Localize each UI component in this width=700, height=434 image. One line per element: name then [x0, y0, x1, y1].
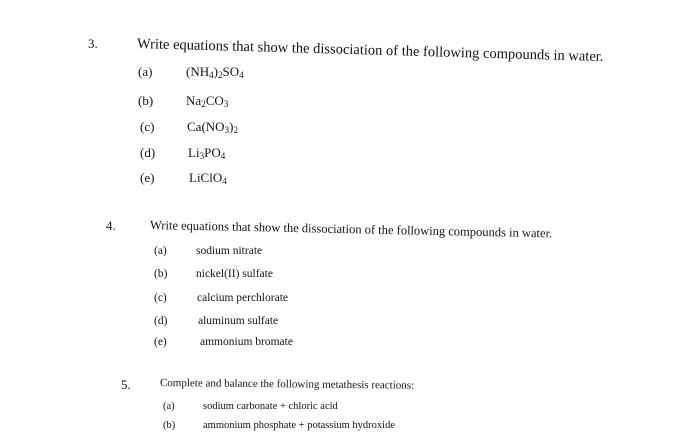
compound-formula: LiClO$_4$ — [189, 170, 227, 186]
compound-formula: $(NH_4)_2SO_4$ — [186, 64, 244, 80]
item-text: ammonium bromate — [200, 336, 293, 348]
item-text: nickel(II) sulfate — [196, 268, 273, 280]
item-letter: (b) — [154, 268, 168, 280]
item-letter: (a) — [154, 245, 167, 257]
compound-formula: $Na_2CO_3$ — [186, 93, 229, 109]
question-number: 3. — [88, 36, 98, 51]
compound-formula: $Ca(NO_3)_2$ — [187, 119, 238, 135]
item-letter: (b) — [138, 93, 154, 108]
item-letter: (b) — [163, 420, 176, 431]
item-letter: (c) — [154, 292, 167, 304]
item-text: calcium perchlorate — [197, 292, 288, 304]
question-prompt: Write equations that show the dissociation of the following compounds in water. — [149, 218, 553, 241]
question-prompt: Complete and balance the following metathesis reactions: — [159, 377, 415, 392]
item-letter: (e) — [140, 170, 155, 185]
question-number: 4. — [106, 218, 116, 233]
item-letter: (d) — [154, 315, 168, 327]
question-number: 5. — [121, 377, 131, 392]
item-letter: (e) — [154, 336, 167, 348]
item-text: ammonium phosphate + potassium hydroxide — [203, 420, 395, 431]
item-letter: (a) — [163, 401, 175, 412]
compound-formula: $Li_3PO_4$ — [188, 145, 226, 161]
item-letter: (d) — [140, 145, 156, 160]
item-text: sodium carbonate + chloric acid — [203, 401, 338, 412]
item-letter: (a) — [138, 64, 153, 79]
item-letter: (c) — [140, 119, 155, 134]
question-prompt: Write equations that show the dissociation of the following compounds in water. — [136, 36, 604, 66]
item-text: aluminum sulfate — [198, 315, 279, 327]
item-text: sodium nitrate — [196, 245, 263, 257]
